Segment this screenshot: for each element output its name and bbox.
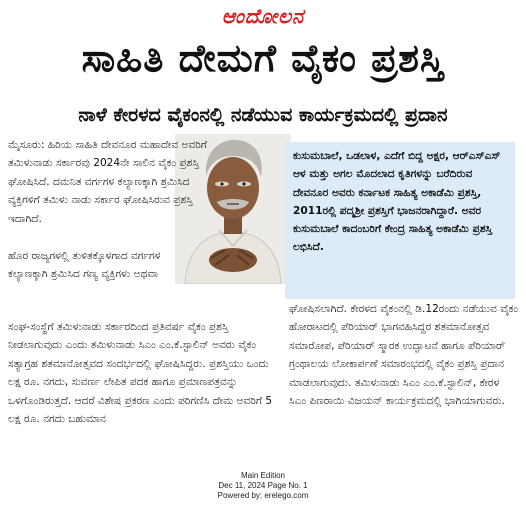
- page-footer: [0, 471, 526, 501]
- article-column-left-bottom: [8, 318, 278, 428]
- masthead-logo: ಆಂದೋಲನ: [221, 4, 305, 28]
- article-paragraph: ಮೈಸೂರು: ಹಿರಿಯ ಸಾಹಿತಿ ದೇವನೂರ ಮಹಾದೇವ ಅವರಿಗೆ ತಮಿಳುನಾಡು ಸರ್ಕಾರವು 2024ನೇ ಸಾಲಿನ ವೈಕಂ ಪ್ರಶಸ್ತಿ ಘೋಷಿಸಿದೆ. ದಮನಿತ ವರ್ಗಗಳ ಕಲ್ಯಾಣಕ್ಕಾಗಿ ಶ್ರಮಿಸಿದ ವ್ಯಕ್ತಿಗಳಿಗೆ ತಮಿಳು ನಾಡು ಸರ್ಕಾರ ಘೋಷಿಸಿರುವ ಪ್ರಶಸ್ತಿ ಇದಾಗಿದೆ.: [8, 139, 208, 225]
- headline: ಸಾಹಿತಿ ದೇಮಗೆ ವೈಕಂ ಪ್ರಶಸ್ತಿ: [81, 36, 445, 80]
- article-paragraph: ಹೊರ ರಾಜ್ಯಗಳಲ್ಲಿ ತುಳಿತಕ್ಕೊಳಗಾದ ವರ್ಗಗಳ ಕಲ್ಯಾಣಕ್ಕಾಗಿ ಶ್ರಮಿಸಿದ ಗಣ್ಯ ವ್ಯಕ್ತಿಗಳು ಅಥವಾ: [8, 250, 161, 281]
- article-column-left-wrap: [8, 247, 188, 284]
- article-paragraph: ಸಂಘ-ಸಂಸ್ಥೆಗೆ ತಮಿಳುನಾಡು ಸರ್ಕಾರದಿಂದ ಪ್ರತಿವರ್ಷ ವೈಕಂ ಪ್ರಶಸ್ತಿ ನೀಡಲಾಗುವುದು ಎಂದು ತಮಿಳುನಾಡು ಸಿಎಂ ಎಂ.ಕೆ.ಸ್ಟಾಲಿನ್ ಅವರು ವೈಕಂ ಸತ್ಯಾಗ್ರಹ ಶತಮಾನೋತ್ಸವದ ಸಂದರ್ಭದಲ್ಲಿ ಘೋಷಿಸಿದ್ದರು. ಪ್ರಶಸ್ತಿಯು ಒಂದು ಲಕ್ಷ ರೂ. ನಗದು, ಸುವರ್ಣ ಲೇಪಿತ ಪದಕ ಹಾಗೂ ಪ್ರಮಾಣಪತ್ರವನ್ನು ಒಳಗೊಂಡಿರುತ್ತದೆ. ಆದರೆ ವಿಶೇಷ ಪ್ರಕರಣ ಎಂದು ಪರಿಗಣಿಸಿ ದೇಮ ಅವರಿಗೆ 5 ಲಕ್ಷ ರೂ. ನಗದು ಬಹುಮಾನ: [8, 321, 273, 426]
- article-column-left-top: [8, 136, 220, 228]
- date-page-label: Dec 11, 2024 Page No. 1: [218, 481, 308, 490]
- powered-by-label: Powered by: erelego.com: [217, 491, 309, 500]
- article-column-right: [289, 300, 519, 410]
- subheadline: ನಾಳೆ ಕೇರಳದ ವೈಕಂನಲ್ಲಿ ನಡೆಯುವ ಕಾರ್ಯಕ್ರಮದಲ್ಲಿ ಪ್ರದಾನ: [78, 104, 448, 126]
- sidebar-info-box: [285, 142, 515, 299]
- edition-label: Main Edition: [240, 471, 286, 480]
- article-paragraph: ಘೋಷಿಸಲಾಗಿದೆ. ಕೇರಳದ ವೈಕಂನಲ್ಲಿ ಡಿ.12ರಂದು ನಡೆಯುವ ವೈಕಂ ಹೋರಾಟದಲ್ಲಿ ಪೆರಿಯಾರ್ ಭಾಗವಹಿಸಿದ್ದರ ಶತಮಾನೋತ್ಸವ ಸಮಾರೋಪ, ಪೆರಿಯಾರ್ ಸ್ಮಾರಕ ಉದ್ಘಾಟನೆ ಹಾಗೂ ಪೆರಿಯಾರ್ ಗ್ರಂಥಾಲಯ ಲೋಕಾರ್ಪಣೆ ಸಮಾರಂಭದಲ್ಲಿ ವೈಕಂ ಪ್ರಶಸ್ತಿ ಪ್ರದಾನ ಮಾಡಲಾಗುವುದು. ತಮಿಳುನಾಡು ಸಿಎಂ ಎಂ.ಕೆ.ಸ್ಟಾಲಿನ್, ಕೇರಳ ಸಿಎಂ ಪಿಣರಾಯಿ ವಿಜಯನ್ ಕಾರ್ಯಕ್ರಮದಲ್ಲಿ ಭಾಗಿಯಾಗುವರು.: [289, 303, 519, 408]
- sidebar-info-text: ಕುಸುಮಬಾಲೆ, ಒಡಲಾಳ, ಎದೆಗೆ ಬಿದ್ದ ಅಕ್ಷರ, ಆರ್‌ಎಸ್‌ಎಸ್ ಆಳ ಮತ್ತು ಅಗಲ ಮೊದಲಾದ ಕೃತಿಗಳನ್ನು ಬರೆದಿರುವ ದೇವನೂರ ಅವರು ಕರ್ನಾಟಕ ಸಾಹಿತ್ಯ ಅಕಾಡೆಮಿ ಪ್ರಶಸ್ತಿ, 2011ರಲ್ಲಿ ಪದ್ಮಶ್ರೀ ಪ್ರಶಸ್ತಿಗೆ ಭಾಜನರಾಗಿದ್ದಾರೆ. ಅವರ ಕುಸುಮಬಾಲೆ ಕಾದಂಬರಿಗೆ ಕೇಂದ್ರ ಸಾಹಿತ್ಯ ಅಕಾಡೆಮಿ ಪ್ರಶಸ್ತಿ ಲಭಿಸಿದೆ.: [293, 150, 501, 254]
